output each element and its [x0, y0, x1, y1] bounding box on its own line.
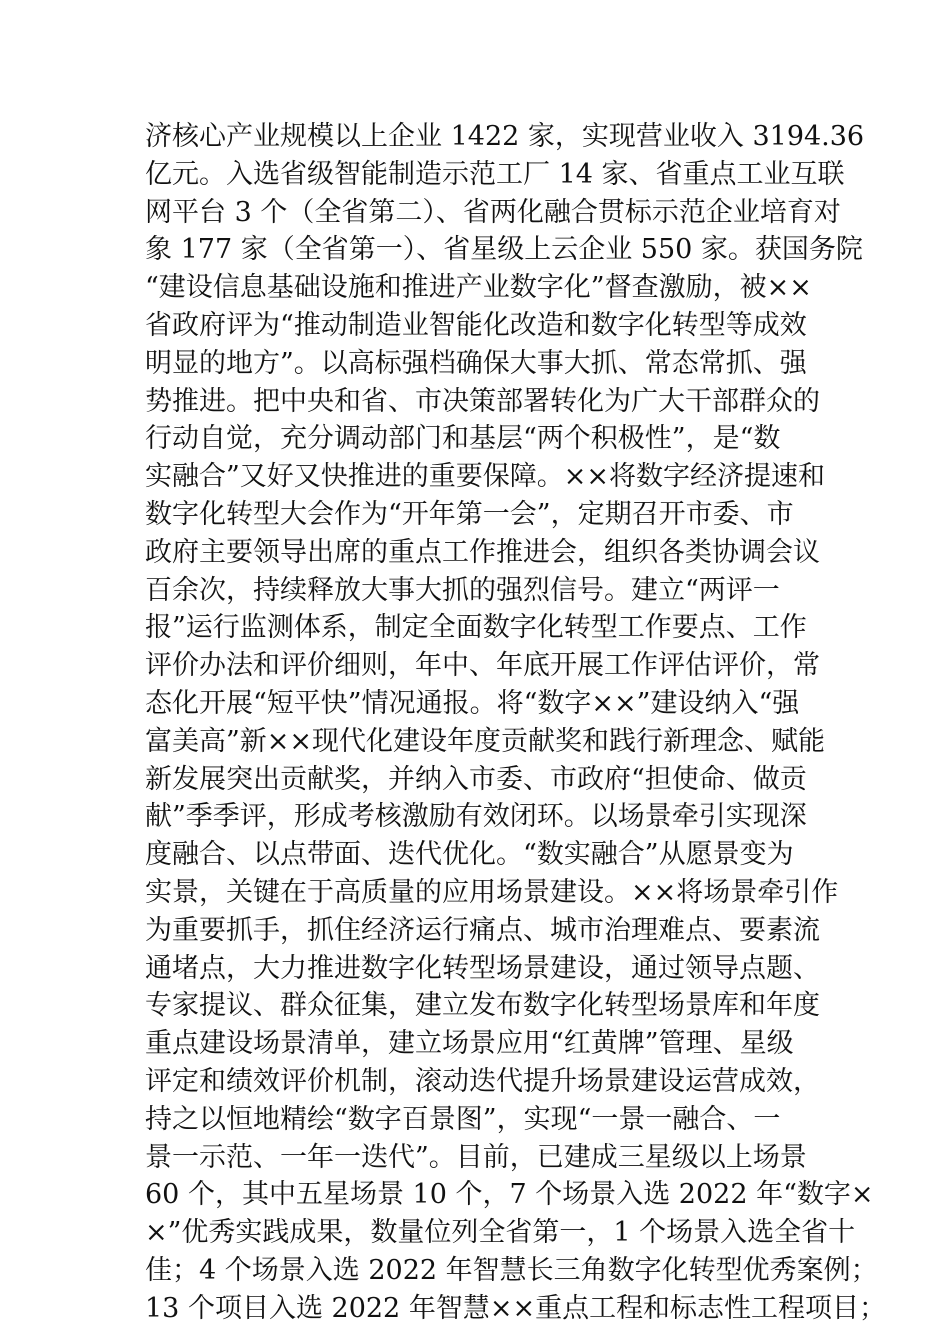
text-line: 行动自觉，充分调动部门和基层“两个积极性”，是“数 [145, 423, 781, 455]
text-line: 象 177 家（全省第一）、省星级上云企业 550 家。获国务院 [145, 234, 863, 266]
text-line: 济核心产业规模以上企业 1422 家，实现营业收入 3194.36 [145, 121, 865, 152]
text-line: 政府主要领导出席的重点工作推进会，组织各类协调会议 [145, 536, 820, 568]
text-line: 网平台 3 个（全省第二）、省两化融合贯标示范企业培育对 [145, 196, 841, 228]
text-line: 态化开展“短平快”情况通报。将“数字××”建设纳入“强 [145, 687, 800, 719]
text-line: 佳；4 个场景入选 2022 年智慧长三角数字化转型优秀案例； [145, 1254, 878, 1286]
text-line: 省政府评为“推动制造业智能化改造和数字化转型等成效 [145, 309, 807, 341]
text-line: “建设信息基础设施和推进产业数字化”督查激励，被×× [145, 272, 812, 304]
text-line: 评价办法和评价细则，年中、年底开展工作评估评价，常 [145, 650, 820, 682]
text-line: 明显的地方”。以高标强档确保大事大抓、常态常抓、强 [145, 347, 807, 379]
text-line: 百余次，持续释放大事大抓的强烈信号。建立“两评一 [145, 574, 780, 606]
text-line: 评定和绩效评价机制，滚动迭代提升场景建设运营成效， [145, 1065, 820, 1097]
text-line: 富美高”新××现代化建设年度贡献奖和践行新理念、赋能 [145, 725, 826, 757]
text-line: 通堵点，大力推进数字化转型场景建设，通过领导点题、 [145, 952, 820, 984]
text-line: 势推进。把中央和省、市决策部署转化为广大干部群众的 [145, 385, 820, 417]
text-line: 度融合、以点带面、迭代优化。“数实融合”从愿景变为 [145, 839, 794, 871]
text-line: 60 个，其中五星场景 10 个，7 个场景入选 2022 年“数字× [145, 1179, 874, 1211]
text-line: 亿元。入选省级智能制造示范工厂 14 家、省重点工业互联 [145, 158, 845, 190]
text-line: 新发展突出贡献奖，并纳入市委、市政府“担使命、做贡 [145, 763, 807, 795]
text-line: 数字化转型大会作为“开年第一会”，定期召开市委、市 [145, 498, 794, 530]
text-line: 持之以恒地精绘“数字百景图”，实现“一景一融合、一 [145, 1103, 781, 1135]
text-line: ×”优秀实践成果，数量位列全省第一，1 个场景入选全省十 [145, 1217, 856, 1249]
text-line: 专家提议、群众征集，建立发布数字化转型场景库和年度 [145, 990, 820, 1022]
text-line: 景一示范、一年一迭代”。目前，已建成三星级以上场景 [145, 1141, 807, 1173]
text-line: 实景，关键在于高质量的应用场景建设。××将场景牵引作 [145, 876, 839, 908]
body-paragraph [145, 118, 887, 1328]
text-line: 报”运行监测体系，制定全面数字化转型工作要点、工作 [145, 612, 807, 644]
text-line: 13 个项目入选 2022 年智慧××重点工程和标志性工程项目； [145, 1292, 887, 1324]
text-line: 为重要抓手，抓住经济运行痛点、城市治理难点、要素流 [145, 914, 820, 946]
text-line: 献”季季评，形成考核激励有效闭环。以场景牵引实现深 [145, 801, 807, 833]
text-line: 实融合”又好又快推进的重要保障。××将数字经济提速和 [145, 461, 826, 493]
text-line: 重点建设场景清单，建立场景应用“红黄牌”管理、星级 [145, 1028, 794, 1060]
